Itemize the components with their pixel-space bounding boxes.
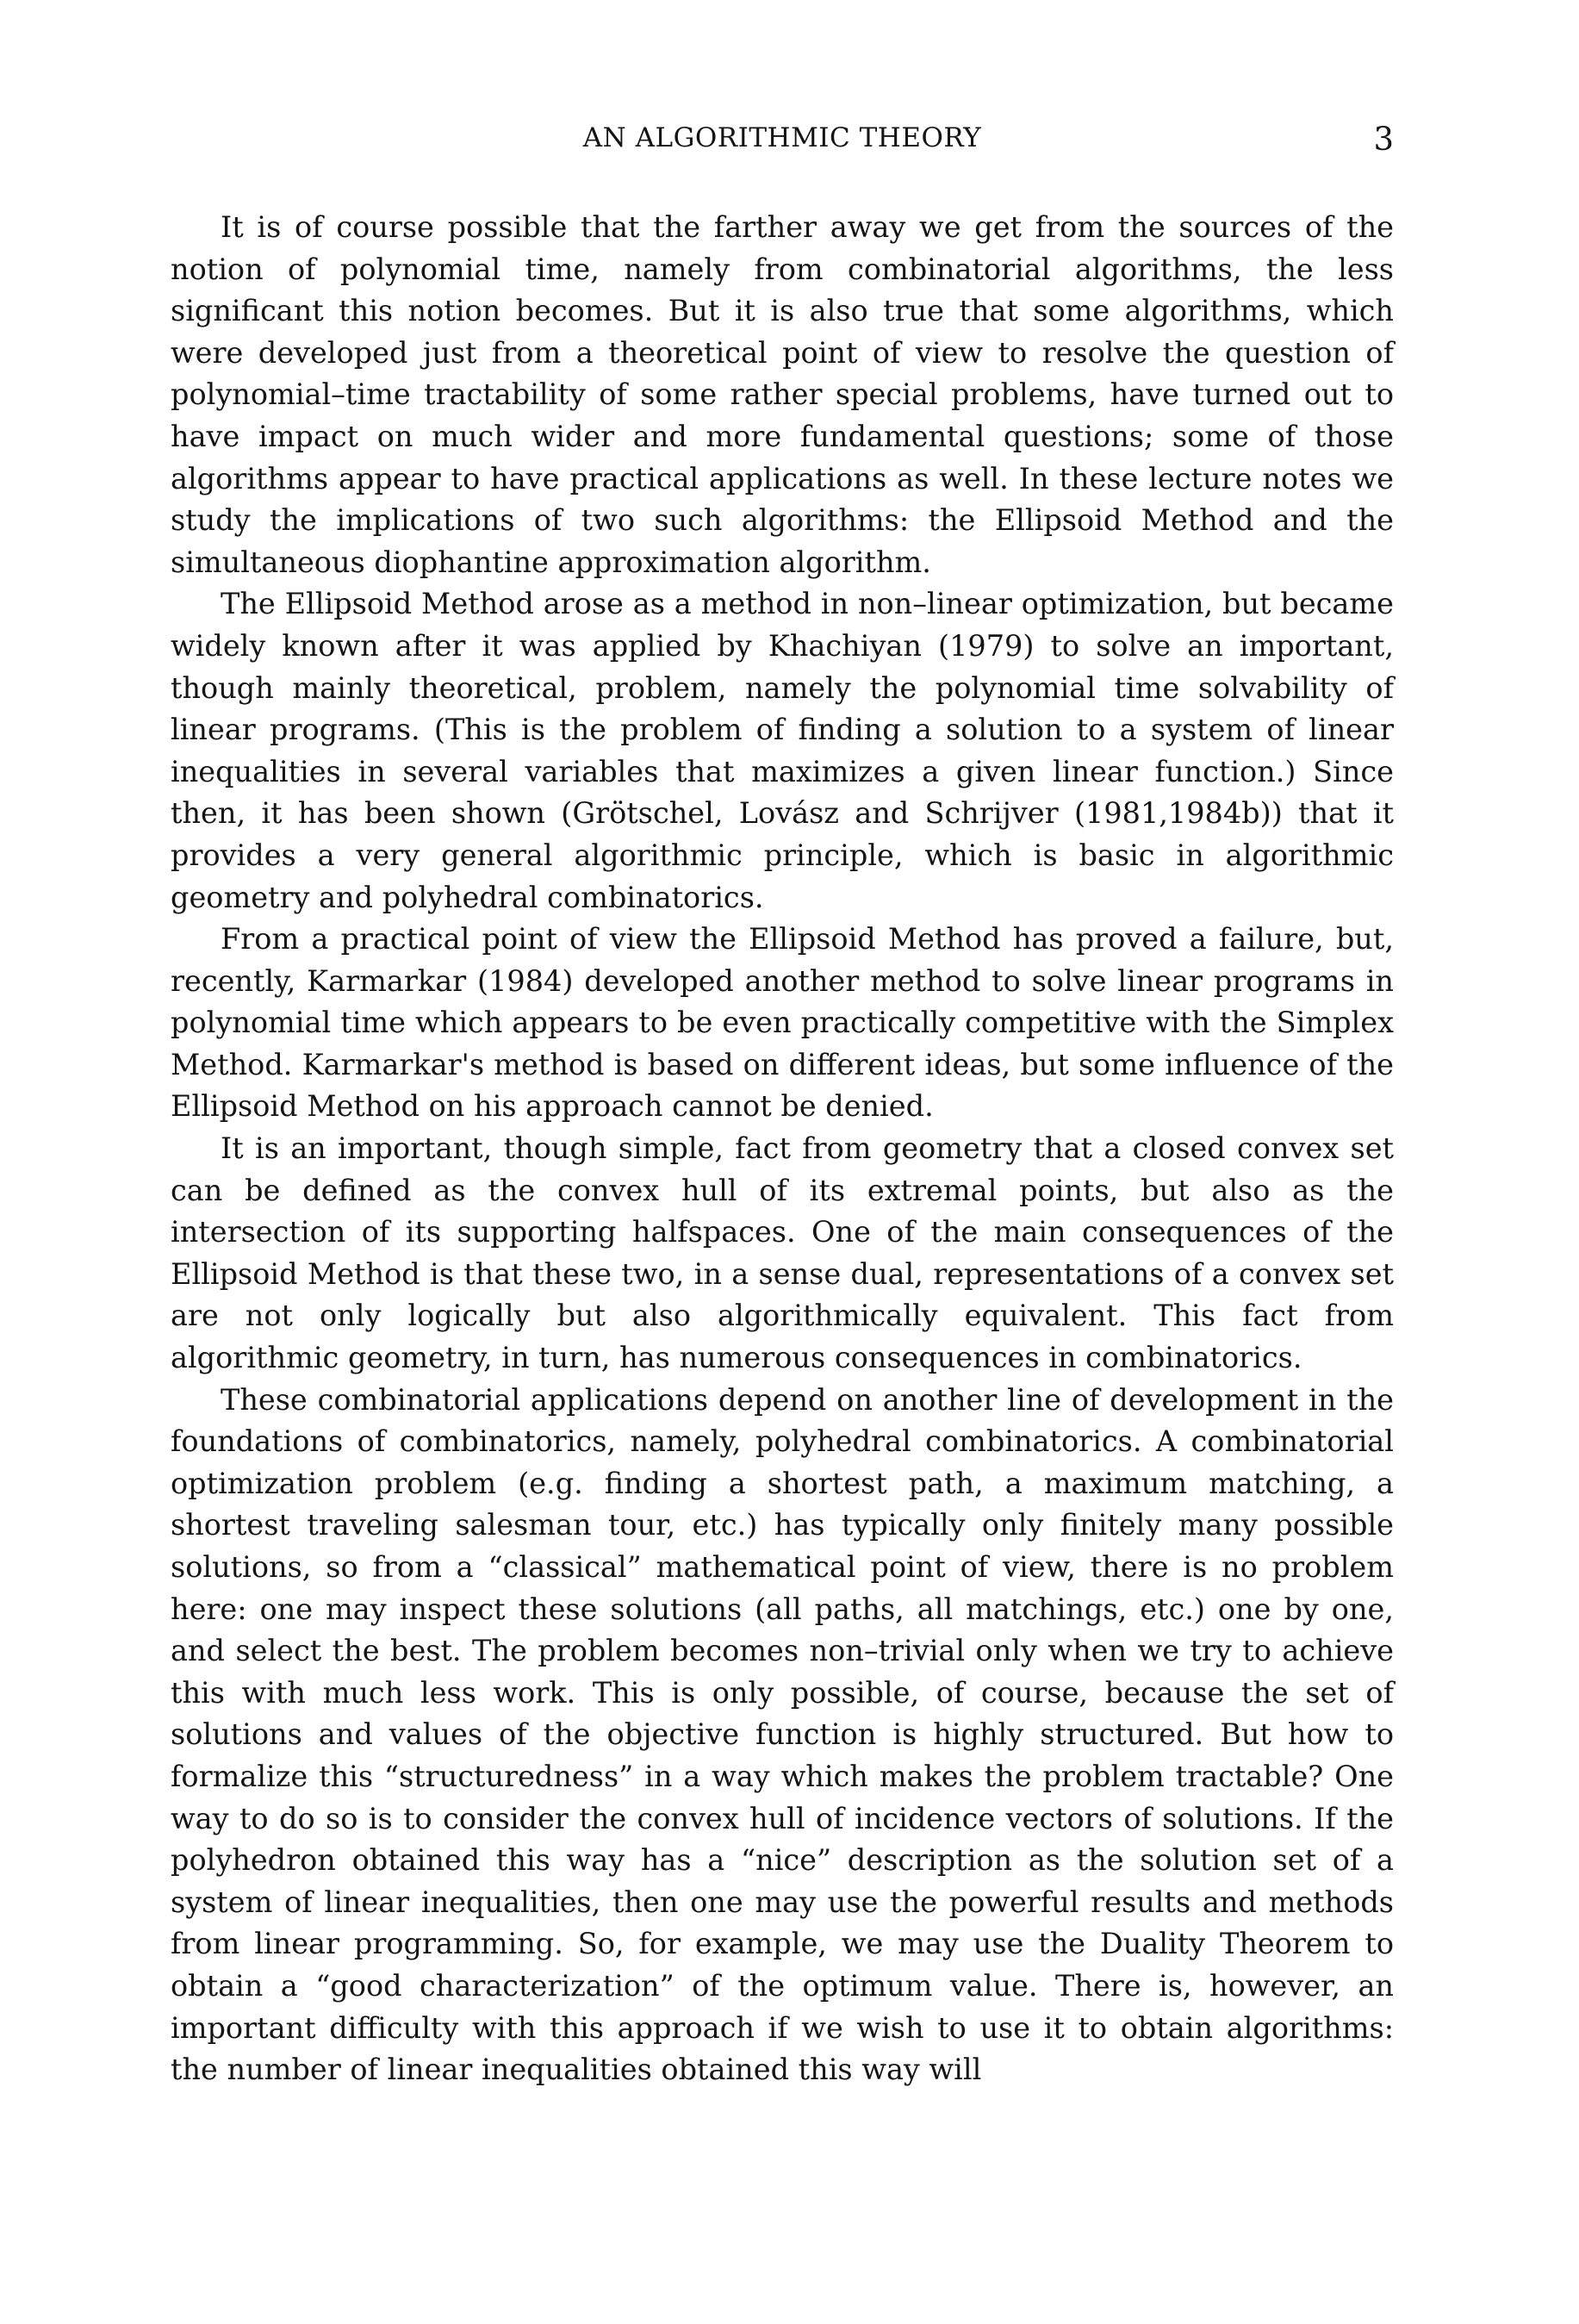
running-title: AN ALGORITHMIC THEORY <box>582 122 982 153</box>
paragraph-karmarkar: From a practical point of view the Ellipsoid Method has proved a failure, but, recently, Karmarkar (1984) developed another method to solve linear programs in polynomial time which appears to be even practically competitive with the Simplex Method. Karmarkar's method is based on different ideas, but some influence of the Ellipsoid Method on his approach cannot be denied. <box>171 922 1394 1124</box>
paragraph-polyhedral-combinatorics: These combinatorial applications depend on another line of development in the foundations of combinatorics, namely, polyhedral combinatorics. A combinatorial optimization problem (e.g. finding a shortest path, a maximum matching, a shortest traveling salesman tour, etc.) has typically only finitely many possible solutions, so from a “classical” mathematical point of view, there is no problem here: one may inspect these solutions (all paths, all matchings, etc.) one by one, and select the best. The problem becomes non–trivial only when we try to achieve this with much less work. This is only possible, of course, because the set of solutions and values of the objective function is highly structured. But how to formalize this “structuredness” in a way which makes the problem tractable? One way to do so is to consider the convex hull of incidence vectors of solutions. If the polyhedron obtained this way has a “nice” description as the solution set of a system of linear inequalities, then one may use the powerful results and methods from linear programming. So, for example, we may use the Duality Theorem to obtain a “good characterization” of the optimum value. There is, however, an important difficulty with this approach if we wish to use it to obtain algorithms: the number of linear inequalities obtained this way will <box>171 1382 1394 2087</box>
paragraph-polynomial-time: It is of course possible that the farther away we get from the sources of the notion of polynomial time, namely from combinatorial algorithms, the less significant this notion becomes. But it is also true that some algorithms, which were developed just from a theoretical point of view to resolve the question of polynomial–time tractability of some rather special problems, have turned out to have impact on much wider and more fundamental questions; some of those algorithms appear to have practical applications as well. In these lecture notes we study the implications of two such algorithms: the Ellipsoid Method and the simultaneous diophantine approximation algorithm. <box>171 210 1394 579</box>
body-text <box>171 207 1394 2091</box>
running-head <box>171 122 1394 162</box>
paragraph-ellipsoid-method: The Ellipsoid Method arose as a method in non–linear optimization, but became widely known after it was applied by Khachiyan (1979) to solve an important, though mainly theoretical, problem, namely the polynomial time solvability of linear programs. (This is the problem of finding a solution to a system of linear inequalities in several variables that maximizes a given linear function.) Since then, it has been shown (Grötschel, Lovász and Schrijver (1981,1984b)) that it provides a very general algorithmic principle, which is basic in algorithmic geometry and polyhedral combinatorics. <box>171 587 1394 914</box>
page-number: 3 <box>1373 121 1394 158</box>
paragraph-convex-sets: It is an important, though simple, fact from geometry that a closed convex set can be defined as the convex hull of its extremal points, but also as the intersection of its supporting halfspaces. One of the main consequences of the Ellipsoid Method is that these two, in a sense dual, representations of a convex set are not only logically but also algorithmically equivalent. This fact from algorithmic geometry, in turn, has numerous consequences in combinatorics. <box>171 1131 1394 1375</box>
